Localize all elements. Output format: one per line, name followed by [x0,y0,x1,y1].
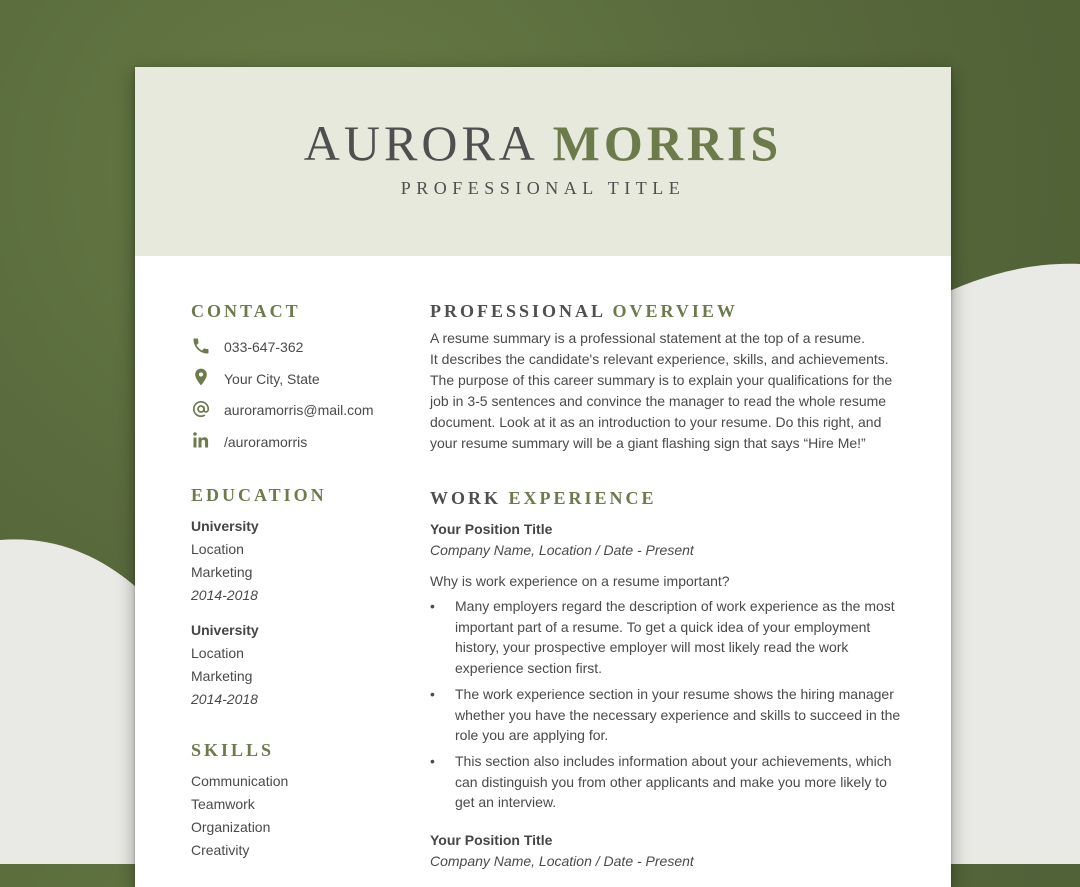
education-heading: EDUCATION [191,485,327,505]
bullet-line: can distinguish you from other applicants and make you more likely to [455,773,887,790]
experience-heading [430,488,657,509]
bullet-dot: • [430,686,435,702]
overview-line: document. Look at it as an introduction to your resume. Do this right, and [430,414,882,430]
job-position-title: Your Position Title [430,832,553,848]
job-position-title: Your Position Title [430,521,553,537]
bullet-line: get an interview. [455,794,557,810]
experience-heading-accent: EXPERIENCE [508,488,657,508]
linkedin-icon [191,430,211,450]
contact-heading: CONTACT [191,301,301,321]
backdrop-curve-left [0,539,150,864]
overview-line: your resume summary will be a giant flashing sign that says “Hire Me!” [430,435,866,451]
education-years: 2014-2018 [191,587,258,603]
job-company-line: Company Name, Location / Date - Present [430,542,694,558]
at-sign-icon [191,399,211,419]
overview-paragraph [430,328,900,454]
resume-header [135,67,951,256]
education-field: Marketing [191,668,253,684]
first-name: AURORA [303,115,537,171]
candidate-name [135,115,951,171]
skill-item: Communication [191,773,289,789]
bullet-line: role you are applying for. [455,727,609,743]
bullet-dot: • [430,598,435,614]
skills-heading: SKILLS [191,740,275,760]
bullet-line: important part of a resume. To get a quick idea of your employment [455,618,871,635]
skill-item: Organization [191,819,271,835]
bullet-line: This section also includes information about your achievements, which [455,753,892,769]
bullet-dot: • [430,753,435,769]
job-question: Why is work experience on a resume important? [430,573,730,589]
overview-line: The purpose of this career summary is to explain your qualifications for the [430,372,893,388]
education-location: Location [191,645,244,661]
bullet-line: Many employers regard the description of work experience as the most [455,598,895,614]
professional-title: PROFESSIONAL TITLE [400,178,686,198]
education-years: 2014-2018 [191,691,258,707]
overview-heading [430,301,738,322]
overview-heading-dark: PROFESSIONAL [430,301,606,321]
overview-line: It describes the candidate's relevant experience, skills, and achievements. [430,351,889,367]
skill-item: Creativity [191,842,250,858]
bullet-line: whether you have the necessary experience and skills to succeed in the [455,706,901,723]
phone-number: 033-647-362 [224,339,304,355]
overview-line: job in 3-5 sentences and convince the manager to read the whole resume [430,393,887,409]
overview-line: A resume summary is a professional statement at the top of a resume. [430,330,865,346]
education-field: Marketing [191,564,253,580]
job-company-line: Company Name, Location / Date - Present [430,853,694,869]
education-location: Location [191,541,244,557]
last-name: MORRIS [552,115,783,171]
location-text: Your City, State [224,371,320,387]
skill-item: Teamwork [191,796,255,812]
backdrop-curve-right [930,264,1080,864]
bullet-line: history, your prospective employer will most likely read the work [455,639,849,655]
linkedin-handle: /auroramorris [224,434,308,450]
overview-heading-accent: OVERVIEW [612,301,738,321]
education-school: University [191,518,259,534]
location-pin-icon [191,367,211,387]
bullet-line: experience section first. [455,659,603,676]
phone-icon [191,336,211,356]
bullet-line: The work experience section in your resume shows the hiring manager [455,686,894,702]
education-school: University [191,622,259,638]
resume-page [135,67,951,887]
email-address: auroramorris@mail.com [224,402,374,418]
experience-heading-dark: WORK [430,488,502,508]
